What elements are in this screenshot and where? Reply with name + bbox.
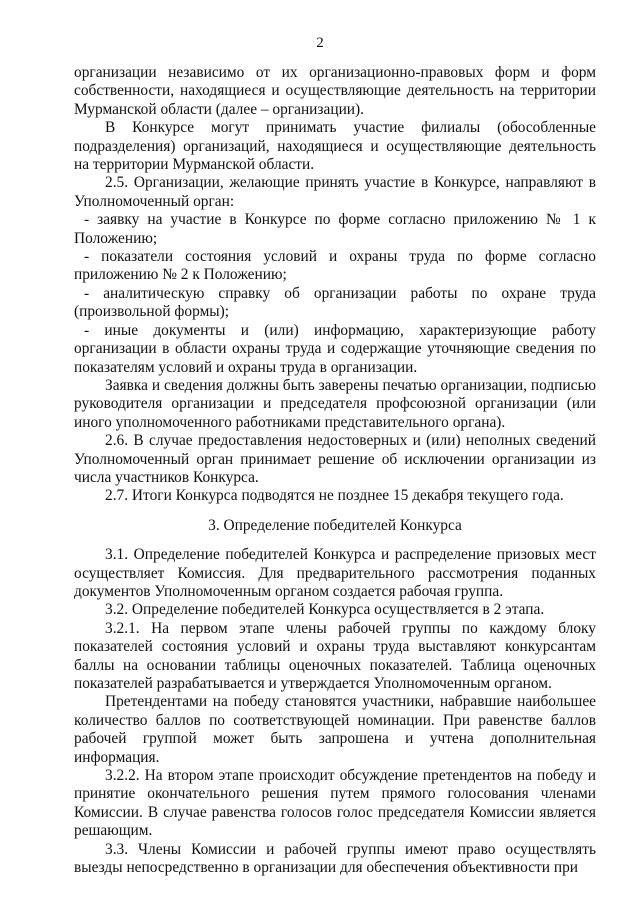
- paragraph-continuation: организации независимо от их организационно-правовых форм и форм собственности, находящиеся и осуществляющие деятельность на территории Мурманской области (далее – организации).: [74, 64, 596, 118]
- page-number: 2: [316, 35, 324, 51]
- paragraph-3-1: 3.1. Определение победителей Конкурса и распределение призовых мест осуществляет Комиссия. Для предварительного рассмотрения поданных документов Уполномоченным органом создается рабочая группа.: [74, 546, 596, 600]
- paragraph-branches: В Конкурсе могут принимать участие филиалы (обособленные подразделения) организаций, находящиеся и осуществляющие деятельность на территории Мурманской области.: [74, 119, 596, 174]
- paragraph-3-2-2: 3.2.2. На втором этапе происходит обсуждение претендентов на победу и принятие окончательного решения путем прямого голосования членами Комиссии. В случае равенства голосов голос председателя Комиссии является решающим.: [74, 767, 596, 840]
- section-heading: 3. Определение победителей Конкурса: [208, 516, 462, 534]
- paragraph-candidates: Претендентами на победу становятся участники, набравшие наибольшее количество баллов по соответствующей номинации. При равенстве баллов рабочей группой может быть запрошена и учтена дополнительная информация.: [74, 693, 596, 766]
- paragraph-2-5: 2.5. Организации, желающие принять участие в Конкурсе, направляют в Уполномоченный орган:: [74, 174, 596, 210]
- list-item-indicators: - показатели состояния условий и охраны труда по форме согласно приложению № 2 к Положению;: [74, 248, 596, 284]
- list-item-analytic-note: - аналитическую справку об организации работы по охране труда (произвольной формы);: [74, 284, 596, 321]
- paragraph-2-7: 2.7. Итоги Конкурса подводятся не позднее 15 декабря текущего года.: [105, 487, 564, 505]
- spacer: [74, 506, 596, 517]
- list-item-application: - заявку на участие в Конкурсе по форме согласно приложению № 1 к Положению;: [74, 211, 596, 247]
- list-item-other-documents: - иные документы и (или) информацию, характеризующие работу организации в области охраны труда и содержащие уточняющие сведения по показателям условий и охраны труда в организации.: [74, 321, 596, 376]
- paragraph-3-2: 3.2. Определение победителей Конкурса осуществляется в 2 этапа.: [105, 601, 545, 619]
- spacer: [74, 535, 596, 546]
- paragraph-3-3: 3.3. Члены Комиссии и рабочей группы имеют право осуществлять выезды непосредственно в организации для обеспечения объективности при: [74, 840, 596, 877]
- paragraph-certification: Заявка и сведения должны быть заверены печатью организации, подписью руководителя организации и председателя профсоюзной организации (или иного уполномоченного работниками представительного органа).: [74, 376, 596, 431]
- paragraph-2-6: 2.6. В случае предоставления недостоверных и (или) неполных сведений Уполномоченный орган принимает решение об исключении организации из числа участников Конкурса.: [74, 432, 596, 486]
- paragraph-3-2-1: 3.2.1. На первом этапе члены рабочей группы по каждому блоку показателей состояния условий и охраны труда выставляют конкурсантам баллы на основании таблицы оценочных показателей. Таблица оценочных показателей разрабатывается и утверждается Уполномоченным органом.: [74, 619, 596, 692]
